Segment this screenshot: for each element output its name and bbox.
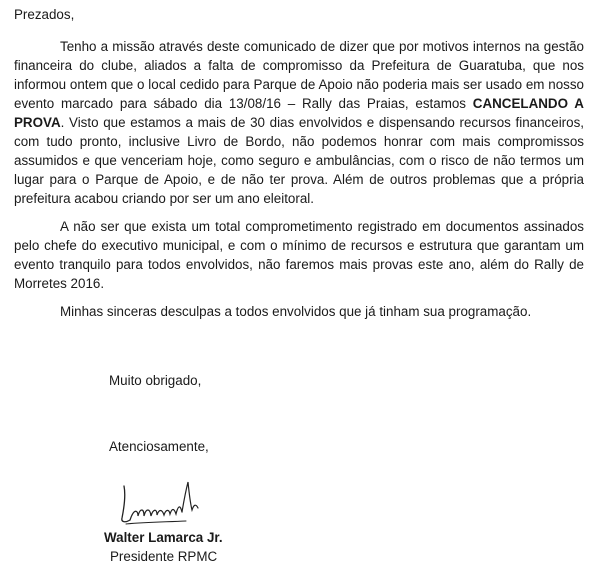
thanks-line: Muito obrigado, [109,373,202,388]
handwritten-signature [116,478,200,528]
cancel-announcement-bold: CANCELANDO A PROVA [14,96,584,130]
paragraph-conditions: A não ser que exista um total comprometimento registrado em documentos assinados pelo chefe do executivo municipal, e com o mínimo de recursos e estrutura que garantam um evento tranquilo para todos envolvidos, não faremos mais provas este ano, além do Rally de Morretes 2016. [14,219,584,291]
signer-name: Walter Lamarca Jr. [104,530,223,545]
regards-line: Atenciosamente, [109,439,209,454]
paragraph-1-text-end: . Visto que estamos a mais de 30 dias envolvidos e dispensando recursos financeiros, com tudo pronto, inclusive Livro de Bordo, não podemos honrar com mais compromissos assumidos e que venceriam hoje, como seguro e ambulâncias, com o risco de não termos um lugar para o Parque de Apoio, e de não ter prova. Além de outros problemas que a própria prefeitura acabou criando por ser um ano eleitoral. [14,115,584,206]
signature-stroke-l [122,486,130,522]
signature-stroke-tail [182,482,198,512]
signer-title: Presidente RPMC [110,549,218,564]
signature-stroke-body [130,507,182,520]
greeting: Prezados, [14,7,75,22]
paragraph-apology: Minhas sinceras desculpas a todos envolvidos que já tinham sua programação. [60,304,532,319]
paragraph-1-text-start: Tenho a missão através deste comunicado de dizer que por motivos internos na gestão financeira do clube, aliados a falta de compromisso da Prefeitura de Guaratuba, que nos informou ontem que o local cedido para Parque de Apoio não poderia mais ser usado em nosso evento marcado para sábado dia 13/08/16 – Rally das Praias, estamos [14,39,584,111]
paragraph-cancellation-notice [14,37,584,208]
signature-stroke-underline [126,521,186,524]
